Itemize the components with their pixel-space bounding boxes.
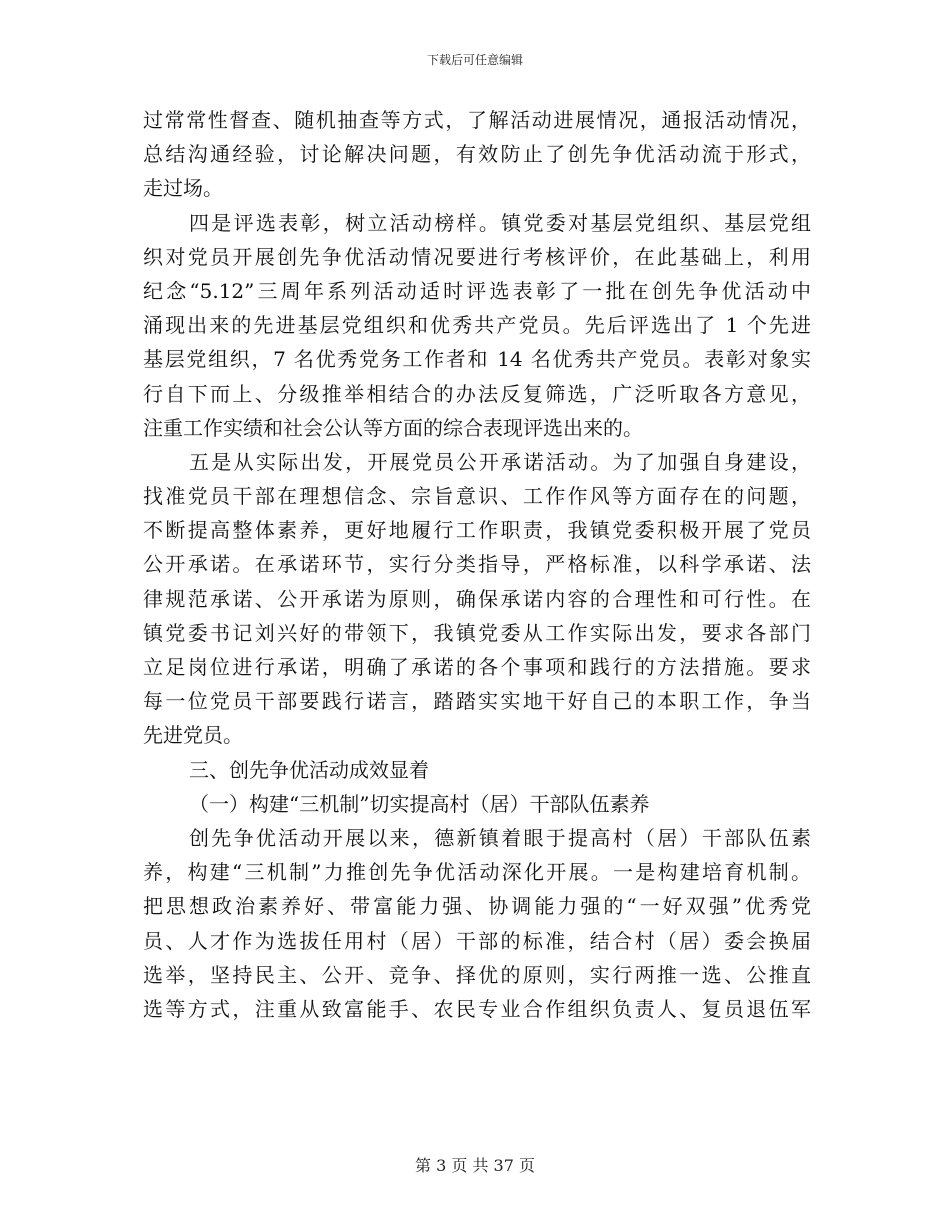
text-line: 过常常性督查、随机抽查等方式，了解活动进展情况，通报活动情况， [143, 108, 811, 132]
text-line: 走过场。 [143, 176, 223, 201]
text-line: 基层党组织，7 名优秀党务工作者和 14 名优秀共产党员。表彰对象实 [143, 347, 811, 372]
text-line: 选举，坚持民主、公开、竞争、择优的原则，实行两推一选、公推直 [143, 962, 811, 987]
text-line: 律规范承诺、公开承诺为原则，确保承诺内容的合理性和可行性。在 [143, 586, 811, 611]
text-line: 注重工作实绩和社会公认等方面的综合表现评选出来的。 [143, 415, 643, 440]
text-line: 总结沟通经验，讨论解决问题，有效防止了创先争优活动流于形式， [143, 142, 811, 167]
text-line: 立足岗位进行承诺，明确了承诺的各个事项和践行的方法措施。要求 [143, 655, 811, 679]
text-line: 创先争优活动开展以来，德新镇着眼于提高村（居）干部队伍素 [189, 825, 811, 850]
text-line: （一）构建“三机制”切实提高村（居）干部队伍素养 [189, 791, 650, 816]
page-header: 下载后可任意编辑 [426, 53, 523, 67]
text-line: 先进党员。 [143, 723, 243, 748]
text-line: 镇党委书记刘兴好的带领下，我镇党委从工作实际出发，要求各部门 [143, 620, 811, 645]
text-line: 三、创先争优活动成效显着 [189, 757, 429, 782]
document-body [143, 103, 811, 1026]
text-line: 找准党员干部在理想信念、宗旨意识、工作作风等方面存在的问题， [143, 484, 811, 509]
text-line: 养，构建“三机制”力推创先争优活动深化开展。一是构建培育机制。 [143, 860, 811, 885]
text-line: 不断提高整体素养，更好地履行工作职责，我镇党委积极开展了党员 [143, 518, 811, 543]
text-line: 员、人才作为选拔任用村（居）干部的标准，结合村（居）委会换届 [143, 928, 811, 953]
text-line: 选等方式，注重从致富能手、农民专业合作组织负责人、复员退伍军 [143, 996, 811, 1021]
text-line: 五是从实际出发，开展党员公开承诺活动。为了加强自身建设， [189, 449, 811, 474]
text-line: 纪念“5.12”三周年系列活动适时评选表彰了一批在创先争优活动中 [143, 278, 811, 303]
text-line: 公开承诺。在承诺环节，实行分类指导，严格标准，以科学承诺、法 [143, 552, 811, 577]
text-line: 四是评选表彰，树立活动榜样。镇党委对基层党组织、基层党组 [189, 210, 811, 235]
text-line: 涌现出来的先进基层党组织和优秀共产党员。先后评选出了 1 个先进 [143, 313, 811, 338]
page-footer: 第 3 页 共 37 页 [415, 1156, 535, 1175]
text-line: 织对党员开展创先争优活动情况要进行考核评价，在此基础上，利用 [143, 244, 811, 269]
text-line: 每一位党员干部要践行诺言，踏踏实实地干好自己的本职工作，争当 [143, 689, 811, 714]
text-line: 把思想政治素养好、带富能力强、协调能力强的“一好双强”优秀党 [143, 894, 811, 919]
text-line: 行自下而上、分级推举相结合的办法反复筛选，广泛听取各方意见， [143, 381, 811, 406]
